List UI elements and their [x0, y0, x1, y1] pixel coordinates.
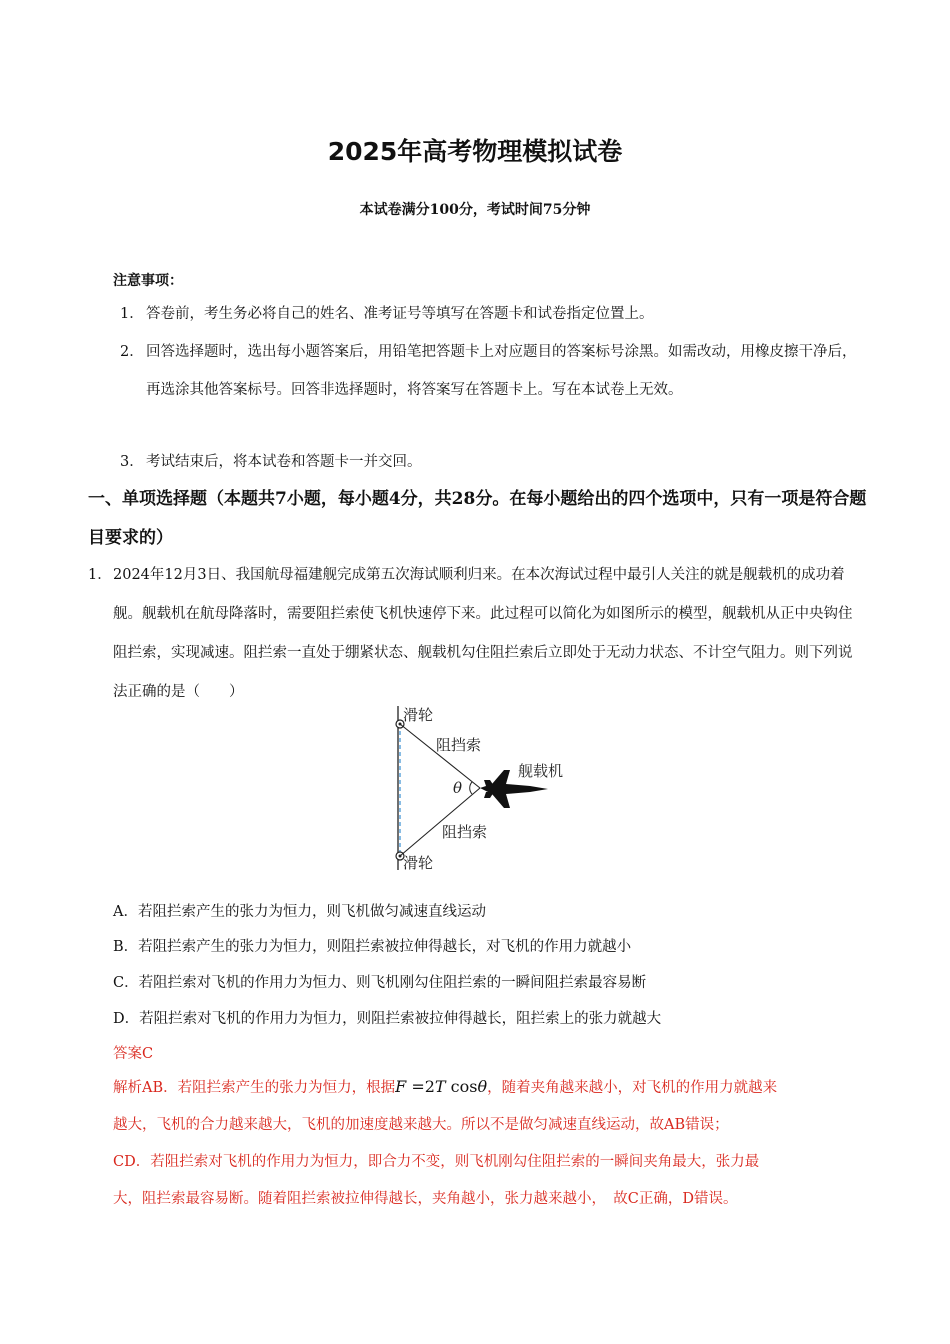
- option-b: B．若阻拦索产生的张力为恒力，则阻拦索被拉伸得越长，对飞机的作用力就越小: [113, 939, 632, 955]
- explanation-line-1: [113, 1068, 865, 1107]
- angle-theta-label: θ: [453, 779, 463, 797]
- explanation-text: ，随着夹角越来越小，对飞机的作用力就越来: [487, 1080, 778, 1096]
- question-number: 1．: [88, 567, 112, 583]
- option-d: D．若阻拦索对飞机的作用力为恒力，则阻拦索被拉伸得越长，阻拦索上的张力就越大: [113, 1011, 662, 1027]
- exam-title: 2025年高考物理模拟试卷: [327, 137, 623, 166]
- explanation-line-2: 越大，飞机的合力越来越大，飞机的加速度越来越大。所以不是做匀减速直线运动，故AB错误；: [113, 1117, 729, 1133]
- explanation-line-3: CD．若阻拦索对飞机的作用力为恒力，即合力不变，则飞机刚勾住阻拦索的一瞬间夹角最大，张力最: [113, 1154, 760, 1170]
- formula-cos: cos: [445, 1077, 478, 1096]
- question-stem: 2024年12月3日、我国航母福建舰完成第五次海试顺利归来。在本次海试过程中最引人关注的就是舰载机的成功着舰。舰载机在航母降落时，需要阻拦索使飞机快速停下来。此过程可以简化为如图所示的模型，舰载机从正中央钩住阻拦索，实现减速。阻拦索一直处于绷紧状态、舰载机勾住阻拦索后立即处于无动力状态、不计空气阻力。则下列说法正确的是（ ）: [113, 567, 853, 700]
- note-text: 答卷前，考生务必将自己的姓名、准考证号等填写在答题卡和试卷指定位置上。: [146, 306, 654, 322]
- section-heading: 一、单项选择题（本题共7小题，每小题4分，共28分。在每小题给出的四个选项中，只有一项是符合题目要求的）: [88, 489, 867, 548]
- formula-f: F: [395, 1077, 407, 1096]
- cable-top-label: 阻挡索: [436, 736, 482, 754]
- note-number: 3．: [120, 454, 144, 470]
- aircraft-label: 舰载机: [518, 762, 564, 780]
- note-text: 考试结束后，将本试卷和答题卡一并交回。: [146, 454, 422, 470]
- exam-subtitle: 本试卷满分100分，考试时间75分钟: [359, 202, 591, 218]
- note-number: 2．: [120, 344, 144, 360]
- answer-label: 答案C: [113, 1046, 154, 1062]
- explanation: [113, 1068, 865, 1218]
- formula-t: T: [434, 1077, 446, 1096]
- explanation-line-4: 大，阻拦索最容易断。随着阻拦索被拉伸得越长，夹角越小，张力越来越小， 故C正确，D错误。: [113, 1191, 738, 1207]
- note-item-3: [120, 443, 865, 481]
- notes-heading: 注意事项：: [113, 273, 183, 289]
- option-a: A．若阻拦索产生的张力为恒力，则飞机做匀减速直线运动: [113, 904, 486, 920]
- note-number: 1．: [120, 306, 144, 322]
- pulley-bottom-label: 滑轮: [403, 854, 434, 872]
- note-item-2: [120, 333, 865, 409]
- pulley-top-label: 滑轮: [403, 706, 434, 724]
- cable-top-line: [400, 724, 480, 788]
- arresting-cable-diagram: [380, 700, 580, 880]
- angle-arc: [470, 782, 472, 794]
- formula-eq: =2: [406, 1077, 435, 1096]
- cable-bottom-line: [400, 788, 480, 856]
- question-1: [88, 556, 863, 712]
- cable-bottom-label: 阻挡索: [442, 823, 488, 841]
- tension-formula: [395, 1077, 487, 1096]
- note-item-1: [120, 295, 865, 333]
- explanation-text: 解析AB．若阻拦索产生的张力为恒力，根据: [113, 1080, 396, 1096]
- formula-theta: θ: [477, 1077, 488, 1096]
- note-text: 回答选择题时，选出每小题答案后，用铅笔把答题卡上对应题目的答案标号涂黑。如需改动，用橡皮擦干净后，再选涂其他答案标号。回答非选择题时，将答案写在答题卡上。写在本试卷上无效。: [146, 344, 857, 398]
- option-c: C．若阻拦索对飞机的作用力为恒力、则飞机刚勾住阻拦索的一瞬间阻拦索最容易断: [113, 975, 647, 991]
